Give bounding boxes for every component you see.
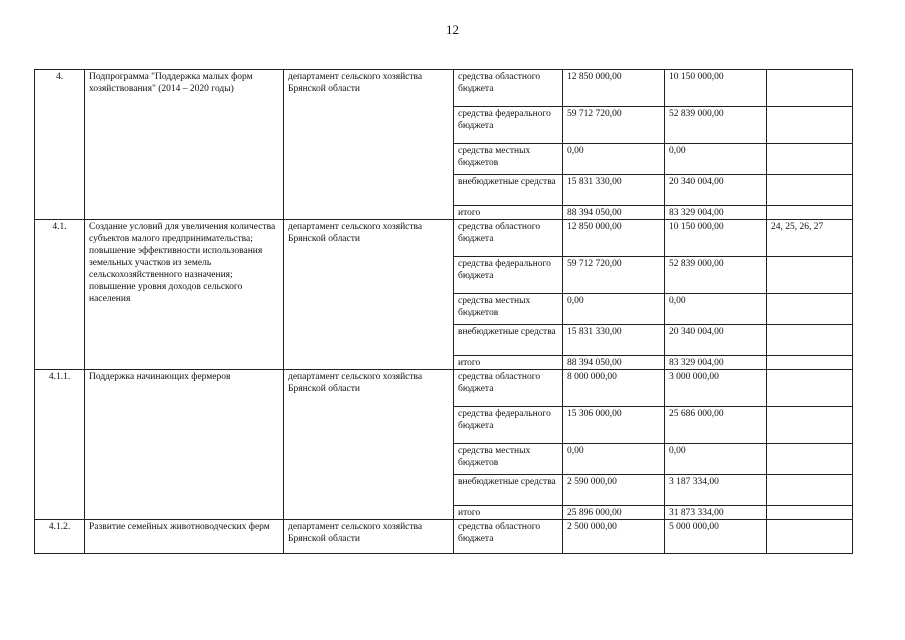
executor: департамент сельского хозяйства Брянской области bbox=[284, 220, 454, 370]
funding-source: средства местных бюджетов bbox=[454, 294, 563, 325]
item-number: 4.1. bbox=[35, 220, 85, 370]
amount-1: 0,00 bbox=[563, 144, 665, 175]
amount-2: 20 340 004,00 bbox=[665, 175, 767, 206]
funding-source: средства областного бюджета bbox=[454, 520, 563, 554]
item-number: 4.1.2. bbox=[35, 520, 85, 554]
funding-source: средства федерального бюджета bbox=[454, 257, 563, 294]
item-name: Создание условий для увеличения количества субъектов малого предпринимательства; повышение эффективности использования земельных участков из земель сельскохозяйственного назначения; повышение уровня доходов сельского населения bbox=[85, 220, 284, 370]
indicators bbox=[767, 370, 853, 407]
budget-table-body bbox=[35, 70, 853, 554]
funding-source: итого bbox=[454, 506, 563, 520]
amount-1: 2 500 000,00 bbox=[563, 520, 665, 554]
table-row bbox=[35, 220, 853, 257]
executor: департамент сельского хозяйства Брянской области bbox=[284, 70, 454, 220]
indicators: 24, 25, 26, 27 bbox=[767, 220, 853, 257]
indicators bbox=[767, 144, 853, 175]
amount-1: 2 590 000,00 bbox=[563, 475, 665, 506]
amount-2: 3 000 000,00 bbox=[665, 370, 767, 407]
funding-source: средства областного бюджета bbox=[454, 220, 563, 257]
amount-1: 59 712 720,00 bbox=[563, 107, 665, 144]
page-number: 12 bbox=[446, 22, 459, 37]
amount-1: 59 712 720,00 bbox=[563, 257, 665, 294]
amount-1: 0,00 bbox=[563, 444, 665, 475]
budget-table bbox=[34, 69, 853, 554]
amount-2: 83 329 004,00 bbox=[665, 206, 767, 220]
funding-source: средства областного бюджета bbox=[454, 70, 563, 107]
indicators bbox=[767, 407, 853, 444]
amount-2: 10 150 000,00 bbox=[665, 220, 767, 257]
funding-source: средства федерального бюджета bbox=[454, 107, 563, 144]
indicators bbox=[767, 506, 853, 520]
amount-1: 12 850 000,00 bbox=[563, 70, 665, 107]
amount-1: 8 000 000,00 bbox=[563, 370, 665, 407]
amount-1: 88 394 050,00 bbox=[563, 206, 665, 220]
funding-source: средства областного бюджета bbox=[454, 370, 563, 407]
amount-2: 5 000 000,00 bbox=[665, 520, 767, 554]
amount-2: 31 873 334,00 bbox=[665, 506, 767, 520]
table-row bbox=[35, 70, 853, 107]
executor: департамент сельского хозяйства Брянской области bbox=[284, 520, 454, 554]
amount-2: 0,00 bbox=[665, 444, 767, 475]
amount-2: 52 839 000,00 bbox=[665, 257, 767, 294]
amount-1: 12 850 000,00 bbox=[563, 220, 665, 257]
amount-1: 0,00 bbox=[563, 294, 665, 325]
amount-2: 20 340 004,00 bbox=[665, 325, 767, 356]
indicators bbox=[767, 175, 853, 206]
indicators bbox=[767, 444, 853, 475]
indicators bbox=[767, 325, 853, 356]
indicators bbox=[767, 356, 853, 370]
funding-source: средства местных бюджетов bbox=[454, 444, 563, 475]
amount-2: 52 839 000,00 bbox=[665, 107, 767, 144]
item-number: 4.1.1. bbox=[35, 370, 85, 520]
item-name: Поддержка начинающих фермеров bbox=[85, 370, 284, 520]
funding-source: внебюджетные средства bbox=[454, 475, 563, 506]
executor: департамент сельского хозяйства Брянской области bbox=[284, 370, 454, 520]
amount-2: 83 329 004,00 bbox=[665, 356, 767, 370]
item-name: Развитие семейных животноводческих ферм bbox=[85, 520, 284, 554]
funding-source: внебюджетные средства bbox=[454, 175, 563, 206]
item-name: Подпрограмма "Поддержка малых форм хозяйствования" (2014 – 2020 годы) bbox=[85, 70, 284, 220]
indicators bbox=[767, 475, 853, 506]
table-row bbox=[35, 520, 853, 554]
funding-source: итого bbox=[454, 206, 563, 220]
item-number: 4. bbox=[35, 70, 85, 220]
funding-source: внебюджетные средства bbox=[454, 325, 563, 356]
amount-2: 0,00 bbox=[665, 294, 767, 325]
indicators bbox=[767, 257, 853, 294]
table-row bbox=[35, 370, 853, 407]
amount-2: 10 150 000,00 bbox=[665, 70, 767, 107]
indicators bbox=[767, 520, 853, 554]
indicators bbox=[767, 206, 853, 220]
amount-1: 15 831 330,00 bbox=[563, 325, 665, 356]
indicators bbox=[767, 107, 853, 144]
amount-2: 0,00 bbox=[665, 144, 767, 175]
indicators bbox=[767, 294, 853, 325]
amount-1: 88 394 050,00 bbox=[563, 356, 665, 370]
amount-2: 3 187 334,00 bbox=[665, 475, 767, 506]
amount-1: 15 306 000,00 bbox=[563, 407, 665, 444]
funding-source: средства федерального бюджета bbox=[454, 407, 563, 444]
funding-source: итого bbox=[454, 356, 563, 370]
funding-source: средства местных бюджетов bbox=[454, 144, 563, 175]
amount-1: 25 896 000,00 bbox=[563, 506, 665, 520]
amount-2: 25 686 000,00 bbox=[665, 407, 767, 444]
indicators bbox=[767, 70, 853, 107]
amount-1: 15 831 330,00 bbox=[563, 175, 665, 206]
